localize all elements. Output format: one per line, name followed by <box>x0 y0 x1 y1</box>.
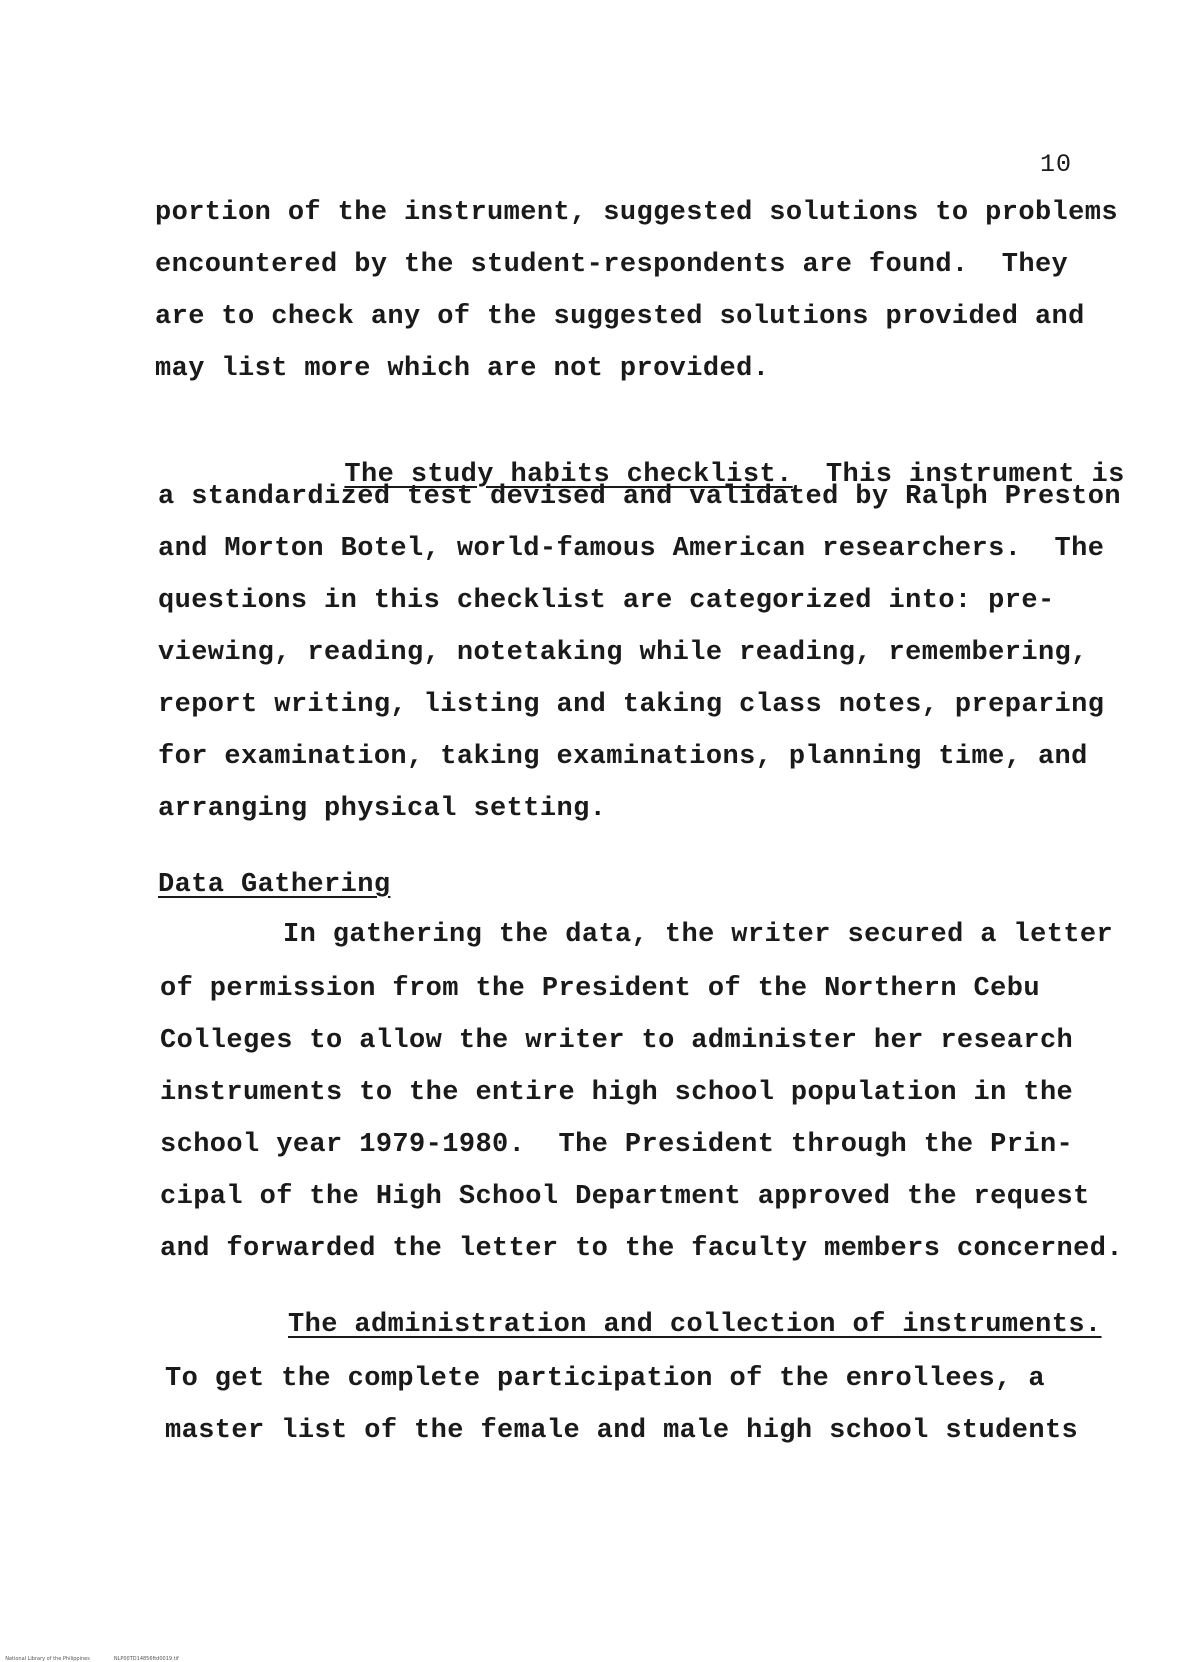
text-line: To get the complete participation of the enrollees, a <box>165 1364 1045 1394</box>
data-gathering-heading: Data Gathering <box>158 870 391 900</box>
text-line: school year 1979-1980. The President through the Prin- <box>160 1130 1074 1160</box>
text-line: a standardized test devised and validated by Ralph Preston <box>158 482 1121 512</box>
footer-library: National Library of the Philippines <box>5 1656 90 1662</box>
text-line: cipal of the High School Department approved the request <box>160 1182 1090 1212</box>
page-number: 10 <box>1040 150 1073 179</box>
footer <box>2 1650 203 1662</box>
administration-heading: The administration and collection of instruments. <box>288 1310 1102 1340</box>
text-line: viewing, reading, notetaking while reading, remembering, <box>158 638 1088 668</box>
text-line: encountered by the student-respondents are found. They <box>155 250 1069 280</box>
text-line: report writing, listing and taking class notes, preparing <box>158 690 1105 720</box>
text-line: master list of the female and male high school students <box>165 1416 1079 1446</box>
footer-file: NLP00TD14856ftd0019.tif <box>113 1656 179 1662</box>
text-line: may list more which are not provided. <box>155 354 770 384</box>
text-line: Colleges to allow the writer to administer her research <box>160 1026 1074 1056</box>
text-line: are to check any of the suggested solutions provided and <box>155 302 1085 332</box>
study-habits-heading: The study habits checklist. <box>344 460 793 490</box>
text-line: arranging physical setting. <box>158 794 607 824</box>
text-line: of permission from the President of the Northern Cebu <box>160 974 1040 1004</box>
text-line: portion of the instrument, suggested solutions to problems <box>155 198 1118 228</box>
text-line: for examination, taking examinations, planning time, and <box>158 742 1088 772</box>
text-span: This instrument is <box>792 460 1125 490</box>
text-line: and Morton Botel, world-famous American researchers. The <box>158 534 1105 564</box>
text-line: instruments to the entire high school population in the <box>160 1078 1074 1108</box>
text-line: and forwarded the letter to the faculty members concerned. <box>160 1234 1123 1264</box>
text-line: In gathering the data, the writer secured a letter <box>283 920 1114 950</box>
text-line: questions in this checklist are categorized into: pre- <box>158 586 1055 616</box>
